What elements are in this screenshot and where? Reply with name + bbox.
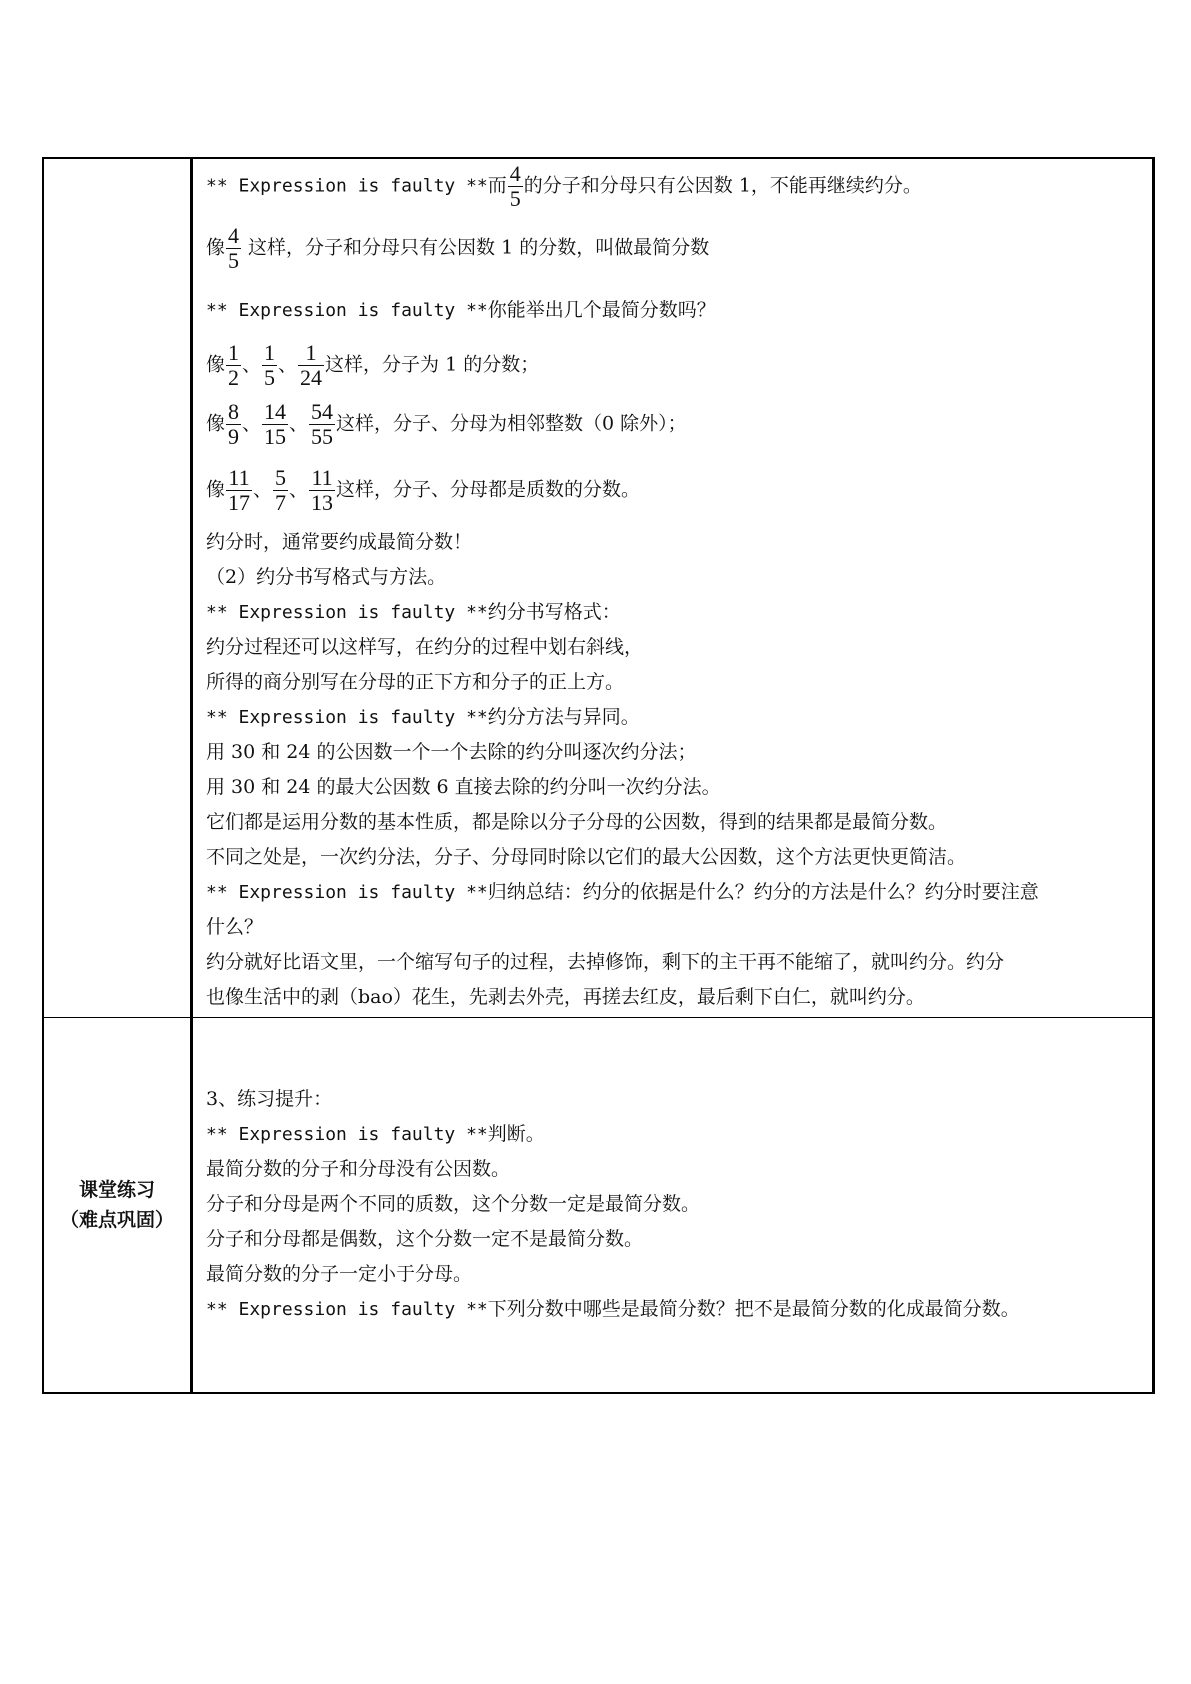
error-text: ** Expression is faulty ** <box>206 882 488 903</box>
fraction: $\frac{14}{15}$ <box>264 399 287 449</box>
text-line: 所得的商分别写在分母的正下方和分子的正上方。 <box>206 671 625 693</box>
text-line: ** Expression is faulty **约分方法与异同。 <box>206 706 640 728</box>
section-label <box>44 1175 190 1235</box>
text-line: 最简分数的分子一定小于分母。 <box>206 1263 473 1285</box>
text-line: 最简分数的分子和分母没有公因数。 <box>206 1158 511 1180</box>
text-line: 3、练习提升： <box>206 1088 333 1110</box>
fraction: $\frac{4}{5}$ <box>228 223 240 273</box>
text-line: ** Expression is faulty **归纳总结：约分的依据是什么？约分的方法是什么？约分时要注意 <box>206 881 1039 903</box>
text-line: ** Expression is faulty **下列分数中哪些是最简分数？把不是最简分数的化成最简分数。 <box>206 1298 1020 1320</box>
text-line: 约分时，通常要约成最简分数！ <box>206 531 473 553</box>
text-line: 约分过程还可以这样写，在约分的过程中划右斜线， <box>206 636 644 658</box>
fraction: $\frac{54}{55}$ <box>311 399 334 449</box>
text-line: ** Expression is faulty **判断。 <box>206 1123 545 1145</box>
fraction: $\frac{11}{17}$ <box>228 465 251 515</box>
table-border-top <box>42 157 1154 159</box>
table-row-divider <box>42 1017 1154 1018</box>
text-line: 像 $\frac{4}{5}$ 这样，分子和分母只有公因数 1 的分数，叫做最简分数 <box>206 223 710 273</box>
error-text: ** Expression is faulty ** <box>206 1124 488 1145</box>
table-border-right <box>1152 157 1155 1394</box>
fraction: $\frac{1}{2}$ <box>228 340 240 390</box>
text-line: 它们都是运用分数的基本性质，都是除以分子分母的公因数，得到的结果都是最简分数。 <box>206 811 948 833</box>
text-line: ** Expression is faulty **而 $\frac{4}{5}$ 的分子和分母只有公因数 1，不能再继续约分。 <box>206 161 922 211</box>
text-line: ** Expression is faulty **你能举出几个最简分数吗？ <box>206 299 716 321</box>
text-line: 也像生活中的剥（bao）花生，先剥去外壳，再搓去红皮，最后剩下白仁，就叫约分。 <box>206 986 925 1008</box>
text-line: 用 30 和 24 的最大公因数 6 直接去除的约分叫一次约分法。 <box>206 776 721 798</box>
text-line: 分子和分母都是偶数，这个分数一定不是最简分数。 <box>206 1228 644 1250</box>
fraction: $\frac{1}{24}$ <box>300 340 323 390</box>
error-text: ** Expression is faulty ** <box>206 175 488 197</box>
fraction: $\frac{11}{13}$ <box>311 465 334 515</box>
fraction: $\frac{5}{7}$ <box>275 465 287 515</box>
section-label-line1: 课堂练习 <box>78 1179 155 1201</box>
text-line: 约分就好比语文里，一个缩写句子的过程，去掉修饰，剩下的主干再不能缩了，就叫约分。约分 <box>206 951 1005 973</box>
fraction: $\frac{1}{5}$ <box>264 340 276 390</box>
text-line: （2）约分书写格式与方法。 <box>206 566 447 588</box>
text-line: 分子和分母是两个不同的质数，这个分数一定是最简分数。 <box>206 1193 701 1215</box>
text-line: 像 $\frac{11}{17}$ 、 $\frac{5}{7}$ 、 $\frac{11}{13}$ 这样，分子、分母都是质数的分数。 <box>206 465 641 515</box>
table-border-bottom <box>42 1392 1154 1394</box>
table-column-divider <box>190 157 193 1394</box>
text-line: 像 $\frac{8}{9}$ 、 $\frac{14}{15}$ 、 $\frac{54}{55}$ 这样，分子、分母为相邻整数（0 除外）； <box>206 399 687 449</box>
error-text: ** Expression is faulty ** <box>206 300 488 321</box>
text-line: ** Expression is faulty **约分书写格式： <box>206 601 621 623</box>
error-text: ** Expression is faulty ** <box>206 707 488 728</box>
text-line: 不同之处是，一次约分法，分子、分母同时除以它们的最大公因数，这个方法更快更简洁。 <box>206 846 967 868</box>
text-line: 什么？ <box>206 916 264 938</box>
error-text: ** Expression is faulty ** <box>206 602 488 623</box>
text-line: 像 $\frac{1}{2}$ 、 $\frac{1}{5}$ 、 $\frac{1}{24}$ 这样，分子为 1 的分数； <box>206 340 540 390</box>
text-line: 用 30 和 24 的公因数一个一个去除的约分叫逐次约分法； <box>206 741 697 763</box>
error-text: ** Expression is faulty ** <box>206 1299 488 1320</box>
fraction: $\frac{8}{9}$ <box>228 399 240 449</box>
fraction: $\frac{4}{5}$ <box>509 161 521 211</box>
section-label-line2: （难点巩固） <box>59 1209 174 1231</box>
